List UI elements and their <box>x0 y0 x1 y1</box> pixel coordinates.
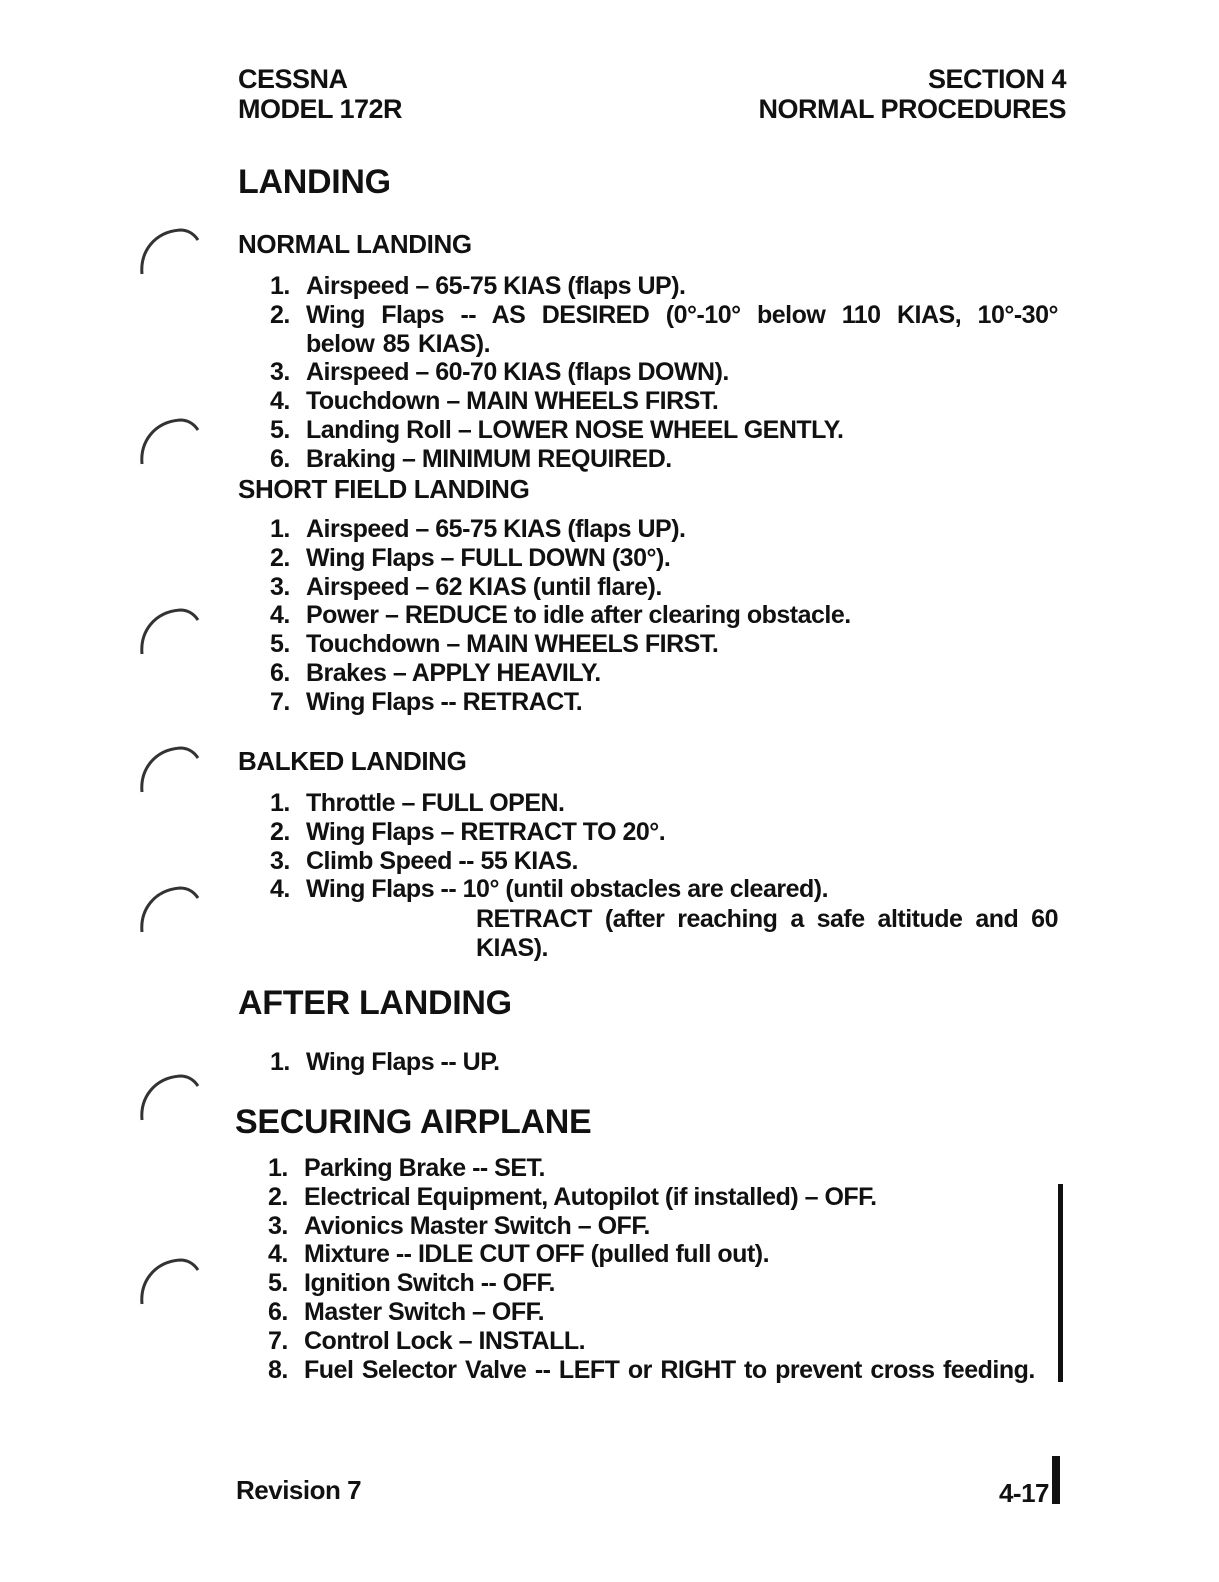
page-header-left <box>238 64 402 124</box>
list-item: 1. Throttle – FULL OPEN. <box>270 789 565 817</box>
list-item: 6. Brakes – APPLY HEAVILY. <box>270 658 601 687</box>
section-title: NORMAL PROCEDURES <box>758 94 1066 124</box>
binder-hole-icon <box>136 224 202 278</box>
manufacturer-label: CESSNA <box>238 64 348 94</box>
list-item: 6. Braking – MINIMUM REQUIRED. <box>270 444 672 473</box>
binder-hole-icon <box>136 604 202 658</box>
list-item: 3. Avionics Master Switch – OFF. <box>268 1211 650 1240</box>
short-field-landing-list <box>270 515 1058 717</box>
revision-change-bar <box>1052 1456 1060 1504</box>
normal-landing-heading: NORMAL LANDING <box>238 229 472 259</box>
section-number: SECTION 4 <box>927 64 1066 94</box>
list-item: 3. Airspeed – 62 KIAS (until flare). <box>270 572 662 601</box>
binder-hole-icon <box>136 742 202 796</box>
list-item: 7. Wing Flaps -- RETRACT. <box>270 687 583 716</box>
list-item: 2. Wing Flaps – RETRACT TO 20°. <box>270 817 666 846</box>
binder-hole-icon <box>136 882 202 936</box>
binder-hole-icon <box>136 414 202 468</box>
list-item: 4. Mixture -- IDLE CUT OFF (pulled full out). <box>268 1240 770 1269</box>
binder-hole-icon <box>136 1070 202 1124</box>
short-field-landing-heading: SHORT FIELD LANDING <box>238 474 530 504</box>
list-item: 1. Airspeed – 65-75 KIAS (flaps UP). <box>270 272 686 300</box>
list-item: 7. Control Lock – INSTALL. <box>268 1326 586 1355</box>
after-landing-list <box>270 1048 1058 1077</box>
list-item: 2. Wing Flaps -- AS DESIRED (0°-10° below 110 KIAS, 10°-30° below 85 KIAS). <box>270 300 1058 358</box>
list-item: 4. Wing Flaps -- 10° (until obstacles are cleared). <box>270 875 829 904</box>
list-item: 2. Electrical Equipment, Autopilot (if installed) – OFF. <box>268 1182 877 1211</box>
list-item: 3. Climb Speed -- 55 KIAS. <box>270 846 578 875</box>
list-item: 1. Wing Flaps -- UP. <box>270 1048 500 1076</box>
page-header-right <box>758 64 1066 124</box>
binder-hole-icon <box>136 1254 202 1308</box>
landing-heading: LANDING <box>238 163 391 201</box>
list-item: 5. Landing Roll – LOWER NOSE WHEEL GENTLY. <box>270 415 844 444</box>
list-item: 2. Wing Flaps – FULL DOWN (30°). <box>270 543 671 572</box>
securing-airplane-heading: SECURING AIRPLANE <box>235 1103 592 1141</box>
list-item: 5. Touchdown – MAIN WHEELS FIRST. <box>270 630 719 659</box>
list-item: 1. Airspeed – 65-75 KIAS (flaps UP). <box>270 515 686 543</box>
list-item: 4. Touchdown – MAIN WHEELS FIRST. <box>270 387 719 416</box>
list-item: 5. Ignition Switch -- OFF. <box>268 1269 555 1298</box>
list-item: 4. Power – REDUCE to idle after clearing obstacle. <box>270 601 851 630</box>
balked-item4-continuation: RETRACT (after reaching a safe altitude and 60 KIAS). <box>476 905 1058 962</box>
list-item: 3. Airspeed – 60-70 KIAS (flaps DOWN). <box>270 358 729 387</box>
revision-label: Revision 7 <box>236 1475 362 1505</box>
model-label: MODEL 172R <box>238 94 403 124</box>
after-landing-heading: AFTER LANDING <box>238 984 512 1022</box>
list-item: 6. Master Switch – OFF. <box>268 1297 545 1326</box>
revision-change-bar <box>1058 1184 1063 1382</box>
securing-airplane-list <box>268 1154 1056 1384</box>
list-item: 8. Fuel Selector Valve -- LEFT or RIGHT to prevent cross feeding. <box>268 1355 1035 1384</box>
list-item: 1. Parking Brake -- SET. <box>268 1154 545 1182</box>
balked-landing-heading: BALKED LANDING <box>238 746 467 776</box>
balked-landing-list <box>270 789 1058 904</box>
normal-landing-list <box>270 272 1058 474</box>
page-number: 4-17 <box>998 1478 1049 1508</box>
